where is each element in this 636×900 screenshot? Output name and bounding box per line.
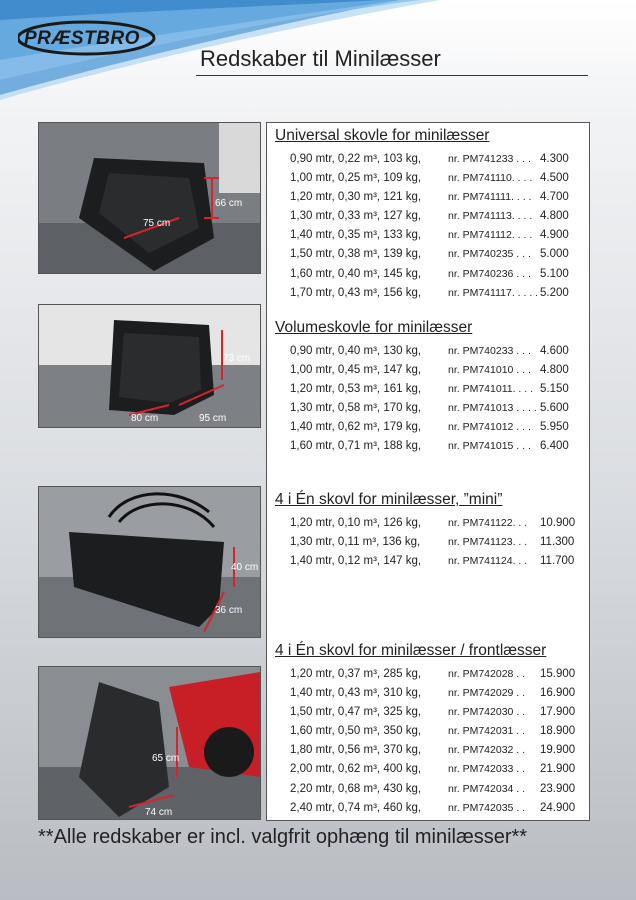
spec-text: 1,50 mtr, 0,47 m³, 325 kg, bbox=[290, 706, 422, 719]
dim-label: 75 cm bbox=[143, 218, 171, 229]
price: 11.300 bbox=[540, 536, 575, 549]
price: 5.200 bbox=[540, 286, 569, 299]
price-row bbox=[275, 665, 585, 684]
spec-text: 2,00 mtr, 0,62 m³, 400 kg, bbox=[290, 763, 422, 776]
price-row bbox=[275, 684, 585, 703]
price: 5.150 bbox=[540, 383, 569, 396]
spec-text: 2,20 mtr, 0,68 m³, 430 kg, bbox=[290, 782, 422, 795]
price-row bbox=[275, 533, 585, 552]
item-number: nr. PM742028 . . bbox=[448, 668, 526, 680]
spec-text: 2,40 mtr, 0,74 m³, 460 kg, bbox=[290, 801, 422, 814]
section-volume-bucket bbox=[275, 319, 585, 457]
product-photo-universal-bucket bbox=[38, 122, 261, 274]
price-row bbox=[275, 361, 585, 380]
item-number: nr. PM741015 . . . bbox=[448, 440, 531, 453]
price-list-panel bbox=[266, 122, 590, 821]
item-number: nr. PM742031 . . bbox=[448, 725, 526, 738]
item-number: nr. PM741122. . . bbox=[448, 517, 528, 529]
item-number: nr. PM742032 . . bbox=[448, 744, 526, 757]
section-title: 4 i Én skovl for minilæsser, ”mini” bbox=[275, 491, 503, 508]
spec-text: 1,60 mtr, 0,40 m³, 145 kg, bbox=[290, 267, 422, 280]
price-row bbox=[275, 514, 585, 533]
item-number: nr. PM740236 . . . bbox=[448, 267, 531, 280]
spec-text: 1,20 mtr, 0,30 m³, 121 kg, bbox=[290, 191, 422, 204]
item-number: nr. PM741112. . . . bbox=[448, 229, 533, 242]
price-row bbox=[275, 188, 585, 207]
item-number: nr. PM741010 . . . bbox=[448, 364, 531, 377]
price-row bbox=[275, 760, 585, 779]
spec-text: 1,40 mtr, 0,12 m³, 147 kg, bbox=[290, 555, 422, 568]
price: 10.900 bbox=[540, 517, 576, 529]
spec-text: 1,30 mtr, 0,33 m³, 127 kg, bbox=[290, 210, 422, 223]
item-number: nr. PM742035 . . bbox=[448, 801, 526, 814]
item-number: nr. PM741110. . . . bbox=[448, 172, 533, 185]
price-row bbox=[275, 703, 585, 722]
price: 24.900 bbox=[540, 801, 576, 814]
price: 4.900 bbox=[540, 229, 569, 242]
item-number: nr. PM741111. . . . bbox=[448, 191, 532, 204]
spec-text: 1,60 mtr, 0,71 m³, 188 kg, bbox=[290, 440, 422, 453]
item-number: nr. PM741124. . . bbox=[448, 555, 528, 568]
price: 5.100 bbox=[540, 267, 569, 280]
product-photo-4in1-loader-bucket bbox=[38, 666, 261, 820]
spec-text: 1,20 mtr, 0,53 m³, 161 kg, bbox=[290, 383, 422, 396]
spec-text: 1,70 mtr, 0,43 m³, 156 kg, bbox=[290, 286, 422, 299]
spec-text: 1,30 mtr, 0,11 m³, 136 kg, bbox=[290, 536, 421, 549]
price: 23.900 bbox=[540, 782, 576, 795]
dim-label: 95 cm bbox=[199, 413, 227, 424]
dim-label: 66 cm bbox=[215, 198, 243, 209]
price: 5.000 bbox=[540, 248, 569, 261]
dim-label: 73 cm bbox=[223, 353, 251, 364]
product-photo-volume-bucket bbox=[38, 304, 261, 428]
price-rows bbox=[275, 150, 585, 303]
logo-text: PRÆSTBRO bbox=[24, 28, 140, 49]
footer-note: **Alle redskaber er incl. valgfrit ophæng til minilæsser** bbox=[38, 826, 528, 848]
section-4in1-mini bbox=[275, 491, 585, 571]
spec-text: 0,90 mtr, 0,22 m³, 103 kg, bbox=[290, 153, 422, 165]
price: 21.900 bbox=[540, 763, 576, 776]
price: 5.950 bbox=[540, 421, 569, 434]
item-number: nr. PM741012 . . . bbox=[448, 421, 531, 434]
price-row bbox=[275, 169, 585, 188]
spec-text: 1,80 mtr, 0,56 m³, 370 kg, bbox=[290, 744, 422, 757]
dim-label: 40 cm bbox=[231, 562, 259, 573]
item-number: nr. PM741011. . . . bbox=[448, 383, 534, 396]
price-row bbox=[275, 722, 585, 741]
spec-text: 0,90 mtr, 0,40 m³, 130 kg, bbox=[290, 345, 422, 357]
price-row bbox=[275, 799, 585, 818]
item-number: nr. PM742034 . . bbox=[448, 782, 526, 795]
price: 6.400 bbox=[540, 440, 569, 453]
price: 4.500 bbox=[540, 172, 569, 185]
price: 4.600 bbox=[540, 345, 569, 357]
price-row bbox=[275, 437, 585, 456]
price-row bbox=[275, 380, 585, 399]
spec-text: 1,00 mtr, 0,25 m³, 109 kg, bbox=[290, 172, 422, 185]
price: 4.300 bbox=[540, 153, 569, 165]
spec-text: 1,40 mtr, 0,35 m³, 133 kg, bbox=[290, 229, 422, 242]
price-rows bbox=[275, 665, 585, 818]
item-number: nr. PM740233 . . . bbox=[448, 345, 531, 357]
price-row bbox=[275, 207, 585, 226]
price-row bbox=[275, 245, 585, 264]
dim-label: 65 cm bbox=[152, 753, 180, 764]
price-rows bbox=[275, 342, 585, 457]
price: 18.900 bbox=[540, 725, 576, 738]
price-row bbox=[275, 284, 585, 303]
page-title: Redskaber til Minilæsser bbox=[200, 46, 441, 71]
dim-label: 74 cm bbox=[145, 807, 173, 818]
item-number: nr. PM741233 . . . bbox=[448, 153, 531, 165]
item-number: nr. PM742030 . . bbox=[448, 706, 526, 719]
item-number: nr. PM741117. . . . . bbox=[448, 286, 539, 299]
price-row bbox=[275, 342, 585, 361]
price-row bbox=[275, 265, 585, 284]
price-row bbox=[275, 150, 585, 169]
price-rows bbox=[275, 514, 585, 571]
price: 4.800 bbox=[540, 364, 569, 377]
item-number: nr. PM741013 . . . . bbox=[448, 402, 537, 415]
price: 16.900 bbox=[540, 687, 576, 700]
price: 4.800 bbox=[540, 210, 569, 223]
spec-text: 1,20 mtr, 0,37 m³, 285 kg, bbox=[290, 668, 422, 680]
price: 4.700 bbox=[540, 191, 569, 204]
dim-label: 36 cm bbox=[215, 605, 243, 616]
price: 17.900 bbox=[540, 706, 576, 719]
price: 15.900 bbox=[540, 668, 576, 680]
dim-label: 80 cm bbox=[131, 413, 159, 424]
price-row bbox=[275, 418, 585, 437]
spec-text: 1,40 mtr, 0,62 m³, 179 kg, bbox=[290, 421, 422, 434]
price-row bbox=[275, 226, 585, 245]
price: 5.600 bbox=[540, 402, 569, 415]
title-divider bbox=[196, 75, 588, 76]
price-row bbox=[275, 780, 585, 799]
section-4in1-frontloader bbox=[275, 642, 585, 818]
item-number: nr. PM741113. . . . bbox=[448, 210, 533, 223]
item-number: nr. PM742029 . . bbox=[448, 687, 526, 700]
price-row bbox=[275, 741, 585, 760]
item-number: nr. PM741123. . . bbox=[448, 536, 528, 549]
spec-text: 1,40 mtr, 0,43 m³, 310 kg, bbox=[290, 687, 422, 700]
spec-text: 1,00 mtr, 0,45 m³, 147 kg, bbox=[290, 364, 422, 377]
item-number: nr. PM742033 . . bbox=[448, 763, 526, 776]
product-photo-4in1-mini-bucket bbox=[38, 486, 261, 638]
section-universal-bucket bbox=[275, 127, 585, 303]
section-title: 4 i Én skovl for minilæsser / frontlæsser bbox=[275, 642, 547, 659]
spec-text: 1,60 mtr, 0,50 m³, 350 kg, bbox=[290, 725, 422, 738]
spec-text: 1,30 mtr, 0,58 m³, 170 kg, bbox=[290, 402, 422, 415]
spec-text: 1,50 mtr, 0,38 m³, 139 kg, bbox=[290, 248, 422, 261]
brand-logo bbox=[24, 28, 140, 50]
spec-text: 1,20 mtr, 0,10 m³, 126 kg, bbox=[290, 517, 422, 529]
price-row bbox=[275, 399, 585, 418]
price-row bbox=[275, 552, 585, 571]
section-title: Universal skovle for minilæsser bbox=[275, 127, 490, 144]
section-title: Volumeskovle for minilæsser bbox=[275, 319, 473, 336]
price: 19.900 bbox=[540, 744, 576, 757]
price: 11.700 bbox=[540, 555, 575, 568]
item-number: nr. PM740235 . . . bbox=[448, 248, 531, 261]
